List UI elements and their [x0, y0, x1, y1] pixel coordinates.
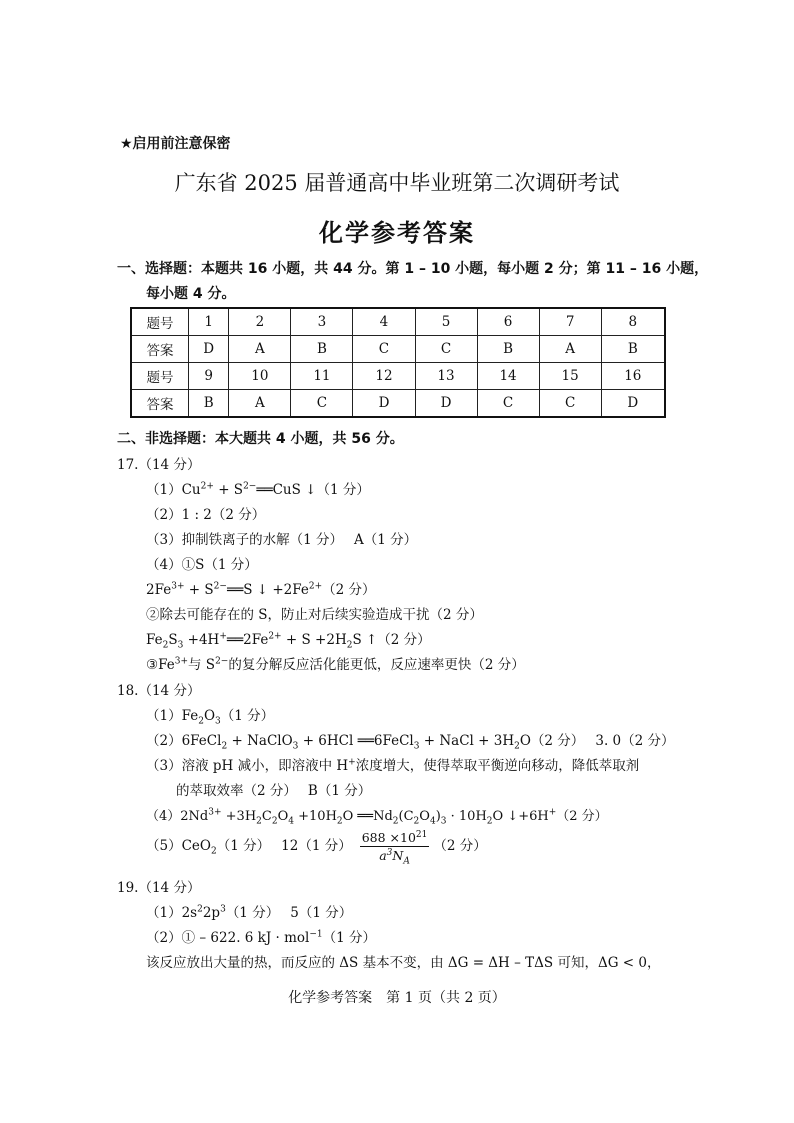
text-run: ══2Fe [226, 632, 269, 648]
text-run: (C [398, 809, 414, 824]
text-run: ③Fe [146, 657, 175, 673]
row-label: 答案 [131, 390, 189, 418]
section1-heading: 一、选择题：本题共 16 小题，共 44 分。第 1 – 10 小题，每小题 2 分；第 11 – 16 小题， [117, 261, 709, 277]
page-footer: 化学参考答案 第 1 页（共 2 页） [288, 990, 506, 1006]
table-cell: B [601, 336, 665, 363]
text-run: 2Fe [146, 582, 172, 598]
table-row [131, 390, 665, 418]
q17-answer-4-2: ②除去可能存在的 S，防止对后续实验造成干扰（2 分） [146, 607, 483, 623]
table-cell: C [539, 390, 601, 418]
text-run: O [203, 708, 216, 724]
section1-heading-cont: 每小题 4 分。 [146, 286, 236, 302]
table-cell: A [229, 390, 291, 418]
q17-answer-3: （3）抑制铁离子的水解（1 分） A（1 分） [146, 532, 418, 548]
text-run: · 10H [446, 809, 487, 824]
superscript: 2 [197, 904, 203, 915]
subscript: 2 [486, 816, 493, 827]
table-row [131, 308, 665, 336]
text-run: S [168, 632, 178, 648]
superscript: 3 [386, 847, 393, 858]
table-cell: 15 [539, 363, 601, 390]
q19-answer-2-explanation: 该反应放出大量的热，而反应的 ΔS 基本不变，由 ΔG = ΔH – TΔS 可知，ΔG < 0， [146, 955, 661, 971]
fraction-denominator [360, 847, 430, 867]
subscript: 4 [429, 816, 436, 827]
table-row [131, 363, 665, 390]
text-run: + S [184, 582, 214, 598]
table-cell: 10 [229, 363, 291, 390]
superscript: −1 [309, 929, 323, 940]
q18-answer-5 [146, 829, 487, 867]
text-run: ══S ↓ +2Fe [226, 582, 309, 598]
subscript: 2 [392, 816, 399, 827]
q18-answer-1 [146, 704, 275, 727]
table-cell: 13 [415, 363, 477, 390]
text-run: 的复分解反应活化能更低，反应速率更快（2 分） [228, 657, 525, 673]
table-cell: 1 [189, 308, 229, 336]
text-run: O（2 分） 3. 0（2 分） [519, 733, 675, 749]
table-cell: 7 [539, 308, 601, 336]
q17-heading: 17.（14 分） [117, 457, 201, 473]
subscript: 2 [271, 816, 278, 827]
table-cell: D [415, 390, 477, 418]
table-cell: 16 [601, 363, 665, 390]
subscript: 4 [288, 816, 294, 827]
text-run: O [277, 809, 289, 824]
superscript: 3+ [208, 807, 222, 818]
superscript: 2− [213, 581, 227, 592]
table-cell: 2 [229, 308, 291, 336]
text-run: + S [213, 482, 244, 498]
subscript: 2 [346, 640, 353, 651]
table-row [131, 336, 665, 363]
text-run: S ↑（2 分） [352, 632, 431, 648]
text-run: +10H [294, 809, 337, 824]
subscript: 2 [210, 846, 217, 857]
superscript: 3+ [174, 656, 189, 667]
text-run: + S +2H [281, 632, 347, 648]
text-run: （2 分） [322, 582, 376, 598]
superscript: 21 [415, 829, 428, 840]
table-cell: 5 [415, 308, 477, 336]
q19-answer-2 [146, 926, 376, 946]
text-run: 2p [202, 905, 221, 921]
superscript: 2+ [308, 581, 323, 592]
table-cell: 3 [291, 308, 353, 336]
table-cell: C [291, 390, 353, 418]
superscript: 2+ [268, 631, 282, 642]
text-run: （5）CeO [146, 838, 211, 854]
text-run: O ↓+6H [492, 809, 549, 824]
table-cell: C [353, 336, 415, 363]
q17-answer-4-2-equation [146, 628, 431, 651]
exam-title: 广东省 2025 届普通高中毕业班第二次调研考试 [174, 171, 620, 195]
text-run: C [261, 809, 272, 824]
text-run: ) [435, 809, 441, 824]
text-run: （2 分） [433, 838, 487, 854]
q18-answer-4 [146, 805, 608, 827]
table-cell: 8 [601, 308, 665, 336]
subscript: 2 [413, 816, 420, 827]
text-run: 688 ×10 [361, 830, 416, 845]
superscript: + [348, 757, 356, 768]
subscript: 2 [336, 816, 343, 827]
table-cell: A [539, 336, 601, 363]
subscript: 3 [413, 741, 420, 752]
subscript: 2 [256, 816, 262, 827]
answer-table [130, 307, 666, 418]
text-run: 浓度增大，使得萃取平衡逆向移动，降低萃取剂 [355, 758, 640, 774]
table-cell: D [353, 390, 415, 418]
page-title: 化学参考答案 [319, 219, 475, 247]
subscript: 2 [198, 716, 204, 727]
table-cell: D [189, 336, 229, 363]
text-run: + NaCl + 3H [419, 733, 515, 749]
subscript: 2 [514, 741, 520, 752]
section2-heading: 二、非选择题：本大题共 4 小题，共 56 分。 [117, 431, 404, 447]
text-run: Fe [146, 632, 163, 648]
text-run: （2 分） [556, 809, 608, 824]
text-run: （1）Fe [146, 708, 199, 724]
row-label: 题号 [131, 363, 189, 390]
q18-answer-2 [146, 729, 675, 752]
subscript: 3 [292, 741, 299, 752]
q17-answer-2: （2）1 : 2（2 分） [146, 507, 266, 523]
table-cell: D [601, 390, 665, 418]
superscript: 3 [220, 904, 226, 915]
text-run: O [419, 809, 430, 824]
text-run: （1 分） [220, 708, 275, 724]
table-cell: B [477, 336, 539, 363]
subscript: 3 [177, 640, 184, 651]
row-label: 答案 [131, 336, 189, 363]
subscript: 2 [162, 640, 169, 651]
text-run: ══CuS ↓（1 分） [256, 482, 370, 498]
table-cell: 6 [477, 308, 539, 336]
text-run: + NaClO [227, 733, 293, 749]
subscript: 2 [221, 741, 228, 752]
q17-answer-1 [146, 478, 370, 498]
text-run: 与 S [188, 657, 216, 673]
text-run: O ══Nd [342, 809, 393, 824]
q18-answer-3-cont: 的萃取效率（2 分） B（1 分） [176, 783, 372, 799]
text-run: （1 分） 5（1 分） [225, 905, 353, 921]
q19-answer-1 [146, 901, 352, 921]
subscript: 3 [215, 716, 221, 727]
table-cell: 9 [189, 363, 229, 390]
q17-answer-4-3 [146, 653, 525, 673]
text-run: （1 分） 12（1 分） [216, 838, 352, 854]
superscript: 2− [215, 656, 229, 667]
table-cell: C [477, 390, 539, 418]
superscript: 2+ [200, 481, 214, 492]
text-run: （1 分） [322, 930, 377, 946]
text-run: N [392, 848, 404, 863]
superscript: 2− [243, 481, 257, 492]
text-run: + 6HCl ══6FeCl [298, 733, 414, 749]
text-run: （4）2Nd [146, 809, 209, 824]
q18-answer-3 [146, 754, 639, 774]
text-run: （1）Cu [146, 482, 201, 498]
confidential-notice: ★启用前注意保密 [120, 136, 231, 152]
subscript: A [403, 856, 410, 867]
table-cell: 11 [291, 363, 353, 390]
fraction-numerator [360, 830, 430, 847]
text-run: （1）2s [146, 905, 198, 921]
table-cell: B [291, 336, 353, 363]
q19-heading: 19.（14 分） [117, 880, 201, 896]
table-cell: 14 [477, 363, 539, 390]
row-label: 题号 [131, 308, 189, 336]
text-run: （2）6FeCl [146, 733, 222, 749]
text-run: +4H [183, 632, 220, 648]
table-cell: 12 [353, 363, 415, 390]
subscript: 3 [440, 816, 447, 827]
text-run: +3H [221, 809, 257, 824]
superscript: + [219, 631, 227, 642]
superscript: 3+ [171, 581, 185, 592]
table-cell: C [415, 336, 477, 363]
q17-answer-4-equation [146, 578, 376, 598]
table-cell: B [189, 390, 229, 418]
fraction [360, 829, 430, 867]
superscript: + [548, 807, 557, 818]
text-run: a [379, 848, 387, 863]
table-cell: A [229, 336, 291, 363]
q18-heading: 18.（14 分） [117, 683, 201, 699]
text-run: （3）溶液 pH 减小，即溶液中 H [146, 758, 349, 774]
table-cell: 4 [353, 308, 415, 336]
text-run: （2）① – 622. 6 kJ · mol [146, 930, 310, 946]
q17-answer-4: （4）①S（1 分） [146, 557, 258, 573]
